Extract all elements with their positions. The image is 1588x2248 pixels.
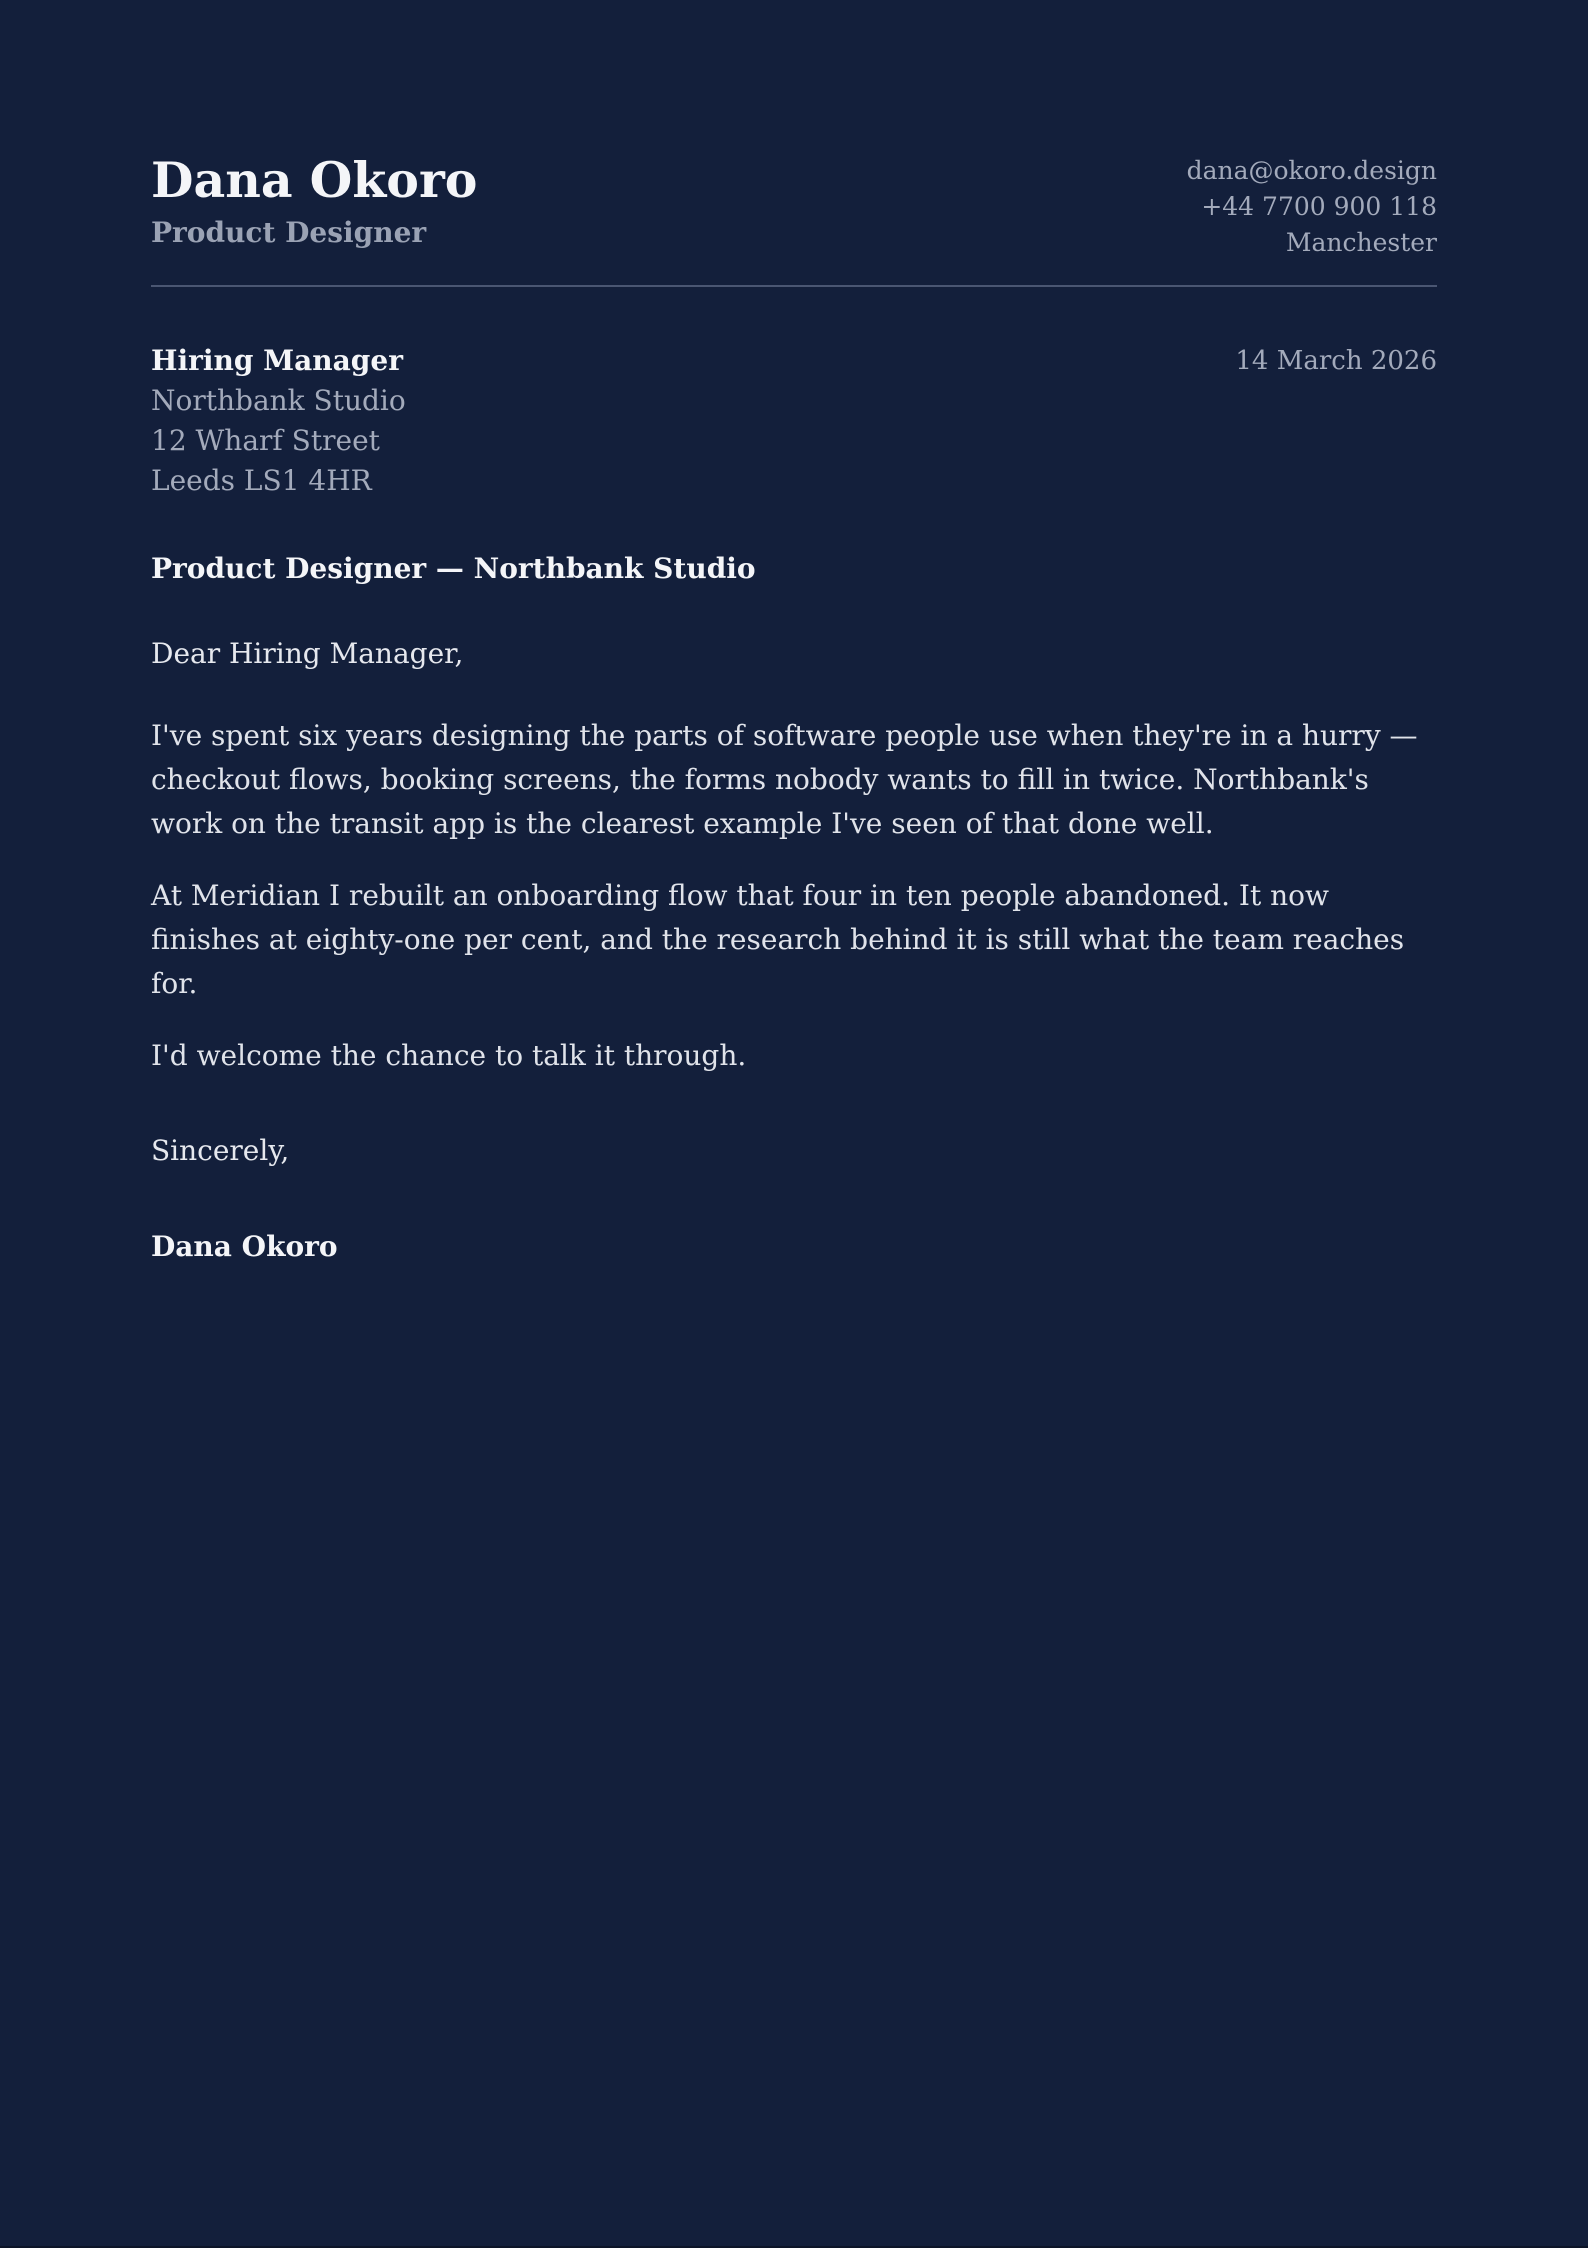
- recipient-city: Leeds LS1 4HR: [151, 464, 372, 497]
- sender-contact: [1187, 153, 1437, 261]
- sender-phone: +44 7700 900 118: [1201, 192, 1437, 221]
- letterhead: [151, 150, 1437, 287]
- recipient-company: Northbank Studio: [151, 384, 406, 417]
- body-paragraph: I've spent six years designing the parts of software people use when they're in a hurry — checkout flows, booking screens, the forms nobody wants to fill in twice. Northbank's work on the transit app is the clearest example I've seen of that done well.: [151, 719, 1418, 840]
- sender-city: Manchester: [1285, 228, 1437, 257]
- body-paragraph: At Meridian I rebuilt an onboarding flow that four in ten people abandoned. It now finishes at eighty-one per cent, and the research behind it is still what the team reaches for.: [151, 879, 1405, 1000]
- salutation: Dear Hiring Manager,: [151, 637, 464, 670]
- sender-email: dana@okoro.design: [1186, 156, 1437, 185]
- letter-body: [151, 714, 1437, 1078]
- letter-content: [151, 150, 1437, 1263]
- sender-name: Dana Okoro: [151, 151, 478, 209]
- letter-meta: [151, 341, 1437, 501]
- letter-date: 14 March 2026: [1235, 346, 1437, 376]
- sender-title: Product Designer: [151, 215, 427, 249]
- recipient-address: [151, 341, 406, 501]
- letter-subject: Product Designer — Northbank Studio: [151, 552, 756, 585]
- body-paragraph: I'd welcome the chance to talk it through.: [151, 1039, 747, 1072]
- recipient-street: 12 Wharf Street: [151, 424, 380, 457]
- recipient-name: Hiring Manager: [151, 344, 403, 377]
- signature: Dana Okoro: [151, 1230, 338, 1263]
- closing: Sincerely,: [151, 1134, 290, 1167]
- sender-identity: [151, 150, 478, 249]
